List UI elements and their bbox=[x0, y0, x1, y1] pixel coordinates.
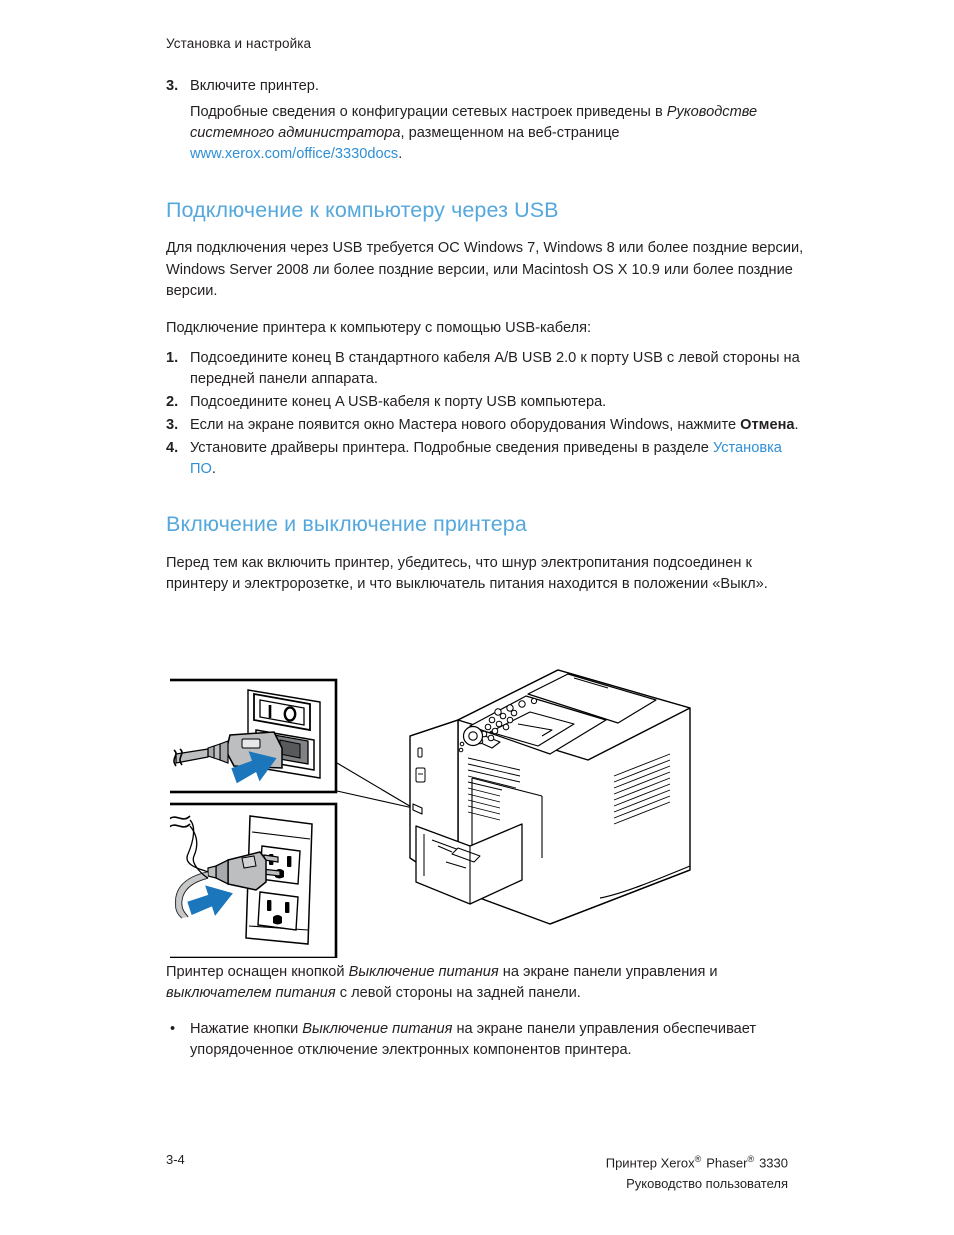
list-item bbox=[166, 438, 808, 480]
text-suffix: с левой стороны на задней панели. bbox=[335, 985, 581, 1002]
power-controls-paragraph bbox=[166, 962, 808, 1005]
text-middle: на экране панели управления и bbox=[498, 964, 718, 980]
running-header: Установка и настройка bbox=[166, 36, 312, 51]
footer-product-info bbox=[606, 1152, 788, 1195]
power-off-button-name: Выключение питания bbox=[302, 1020, 453, 1037]
registered-mark: ® bbox=[747, 1154, 755, 1164]
detail-suffix: . bbox=[398, 146, 403, 163]
leader-lines bbox=[337, 763, 413, 808]
product-prefix: Принтер Xerox bbox=[605, 1155, 695, 1171]
step-number: 1. bbox=[166, 349, 179, 366]
xerox-docs-link[interactable]: www.xerox.com/office/3330docs bbox=[190, 146, 399, 163]
registered-mark: ® bbox=[694, 1154, 702, 1164]
step-number: 4. bbox=[166, 440, 179, 457]
step-text-after: . bbox=[211, 461, 216, 478]
printer-power-connection-illustration bbox=[170, 608, 790, 958]
footer-product-line bbox=[606, 1152, 788, 1174]
power-notes-list bbox=[166, 1019, 808, 1061]
outlet-receptacle-lower bbox=[258, 892, 298, 930]
step-text: Подсоедините конец B стандартного кабеля A/B USB 2.0 к порту USB с левой стороны на передней панели аппарата. bbox=[190, 349, 800, 387]
section-heading-power: Включение и выключение принтера bbox=[166, 512, 527, 537]
post-figure-text bbox=[166, 962, 808, 1061]
step-text: Подсоедините конец A USB-кабеля к порту USB компьютера. bbox=[190, 393, 607, 410]
step-number: 2. bbox=[166, 393, 179, 410]
bullet-text bbox=[190, 1019, 808, 1061]
page-content bbox=[166, 76, 808, 612]
step-text-before: Если на экране появится окно Мастера нового оборудования Windows, нажмите bbox=[190, 416, 741, 433]
power-switch-name: выключателем питания bbox=[166, 985, 336, 1002]
text-suffix: на экране панели управления обеспечивает упорядоченное отключение электронных компонентов принтера. bbox=[190, 1020, 757, 1058]
step-text-after: . bbox=[794, 416, 799, 433]
list-item bbox=[166, 392, 808, 413]
usb-steps-list bbox=[166, 348, 808, 481]
usb-intro-paragraph: Подключение принтера к компьютеру с помощью USB-кабеля: bbox=[166, 320, 592, 337]
list-item bbox=[166, 348, 808, 390]
list-item bbox=[166, 76, 808, 97]
step-text bbox=[190, 415, 808, 436]
step-number: 3. bbox=[166, 78, 179, 94]
wall-outlet-detail-box bbox=[170, 804, 336, 958]
detail-prefix: Подробные сведения о конфигурации сетевых настроек приведены в bbox=[190, 103, 667, 120]
product-family: Phaser bbox=[706, 1155, 748, 1171]
product-model: 3330 bbox=[759, 1155, 788, 1171]
section-heading-usb: Подключение к компьютеру через USB bbox=[166, 197, 559, 222]
printer-rear-view bbox=[410, 670, 690, 924]
cancel-button-label: Отмена bbox=[740, 416, 795, 433]
step-number: 3. bbox=[166, 416, 179, 433]
power-switch-detail-box bbox=[170, 680, 336, 792]
footer-doc-title: Руководство пользователя bbox=[626, 1176, 788, 1192]
step-detail-paragraph bbox=[190, 102, 808, 166]
usb-requirements-paragraph: Для подключения через USB требуется ОС Windows 7, Windows 8 или более поздние версии, Windows Server 2008 ли более поздние версии, или Macintosh OS X 10.9 или более поздние версии. bbox=[166, 240, 804, 299]
step-text-before: Установите драйверы принтера. Подробные сведения приведены в разделе bbox=[190, 440, 713, 457]
list-item bbox=[166, 415, 808, 436]
page-number: 3-4 bbox=[166, 1152, 185, 1167]
power-warning-paragraph: Перед тем как включить принтер, убедитесь, что шнур электропитания подсоединен к принтеру и электророзетке, и что выключатель питания находится в положении «Выкл». bbox=[166, 555, 768, 593]
text-prefix: Принтер оснащен кнопкой bbox=[166, 964, 349, 980]
step-text: Включите принтер. bbox=[190, 78, 319, 94]
power-off-button-name: Выключение питания bbox=[348, 964, 499, 980]
list-item bbox=[166, 1019, 808, 1061]
admin-guide-title: Руководстве системного администратора bbox=[190, 103, 758, 142]
figure-svg bbox=[170, 608, 790, 958]
step-text bbox=[190, 438, 808, 480]
text-prefix: Нажатие кнопки bbox=[190, 1020, 303, 1037]
detail-middle: , размещенном на веб-странице bbox=[400, 125, 620, 142]
software-install-link[interactable]: Установка ПО bbox=[190, 440, 782, 478]
bullet-marker: • bbox=[170, 1020, 176, 1037]
